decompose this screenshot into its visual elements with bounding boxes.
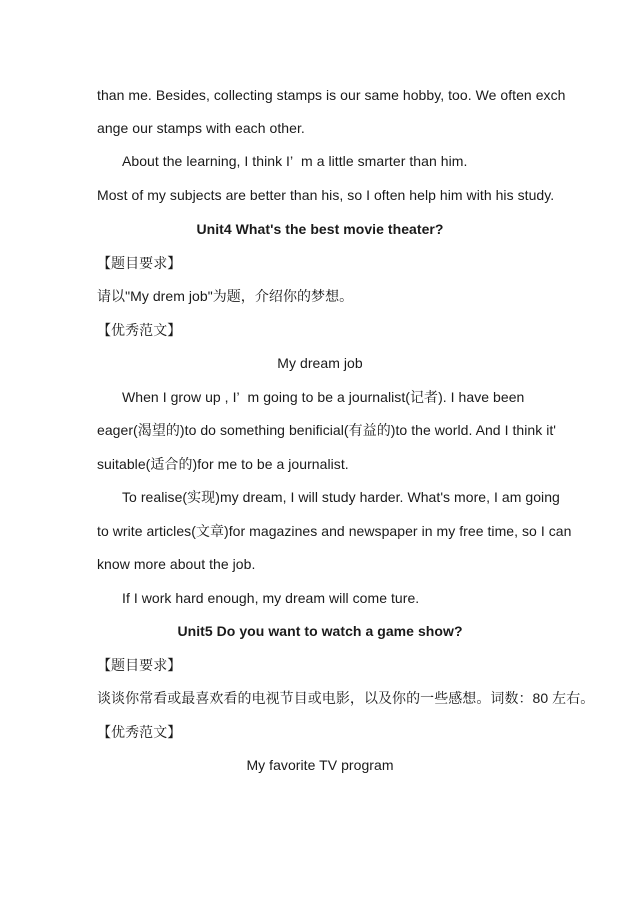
requirement-label-2: 【题目要求】 (97, 657, 182, 673)
essay-line-5: to write articles(文章)for magazines and newspaper in my free time, so I can (97, 523, 572, 539)
sample-label-2: 【优秀范文】 (97, 724, 182, 740)
unit5-heading: Unit5 Do you want to watch a game show? (177, 623, 463, 639)
essay-line-6: know more about the job. (97, 556, 256, 572)
essay-line-1: When I grow up , I’ m going to be a journalist(记者). I have been (122, 389, 525, 405)
body-line-2: ange our stamps with each other. (97, 120, 305, 136)
requirement-label-1: 【题目要求】 (97, 255, 182, 271)
essay-line-7: If I work hard enough, my dream will come ture. (122, 590, 420, 606)
unit4-heading: Unit4 What's the best movie theater? (196, 221, 444, 237)
essay-title-1: My dream job (277, 355, 363, 371)
sample-label-1: 【优秀范文】 (97, 322, 182, 338)
essay-line-4: To realise(实现)my dream, I will study harder. What's more, I am going (122, 489, 560, 505)
essay-title-2: My favorite TV program (246, 757, 394, 773)
requirement-text-2: 谈谈你常看或最喜欢看的电视节目或电影，以及你的一些感想。词数：80 左右。 (97, 690, 595, 706)
essay-line-2: eager(渴望的)to do something benificial(有益的)to the world. And I think it' (97, 422, 557, 438)
essay-line-3: suitable(适合的)for me to be a journalist. (97, 456, 349, 472)
body-line-1: than me. Besides, collecting stamps is our same hobby, too. We often exch (97, 87, 566, 103)
requirement-text-1: 请以"My drem job"为题，介绍你的梦想。 (97, 288, 354, 304)
body-line-3: About the learning, I think I’ m a little smarter than him. (122, 153, 468, 169)
body-line-4: Most of my subjects are better than his, so I often help him with his study. (97, 187, 555, 203)
